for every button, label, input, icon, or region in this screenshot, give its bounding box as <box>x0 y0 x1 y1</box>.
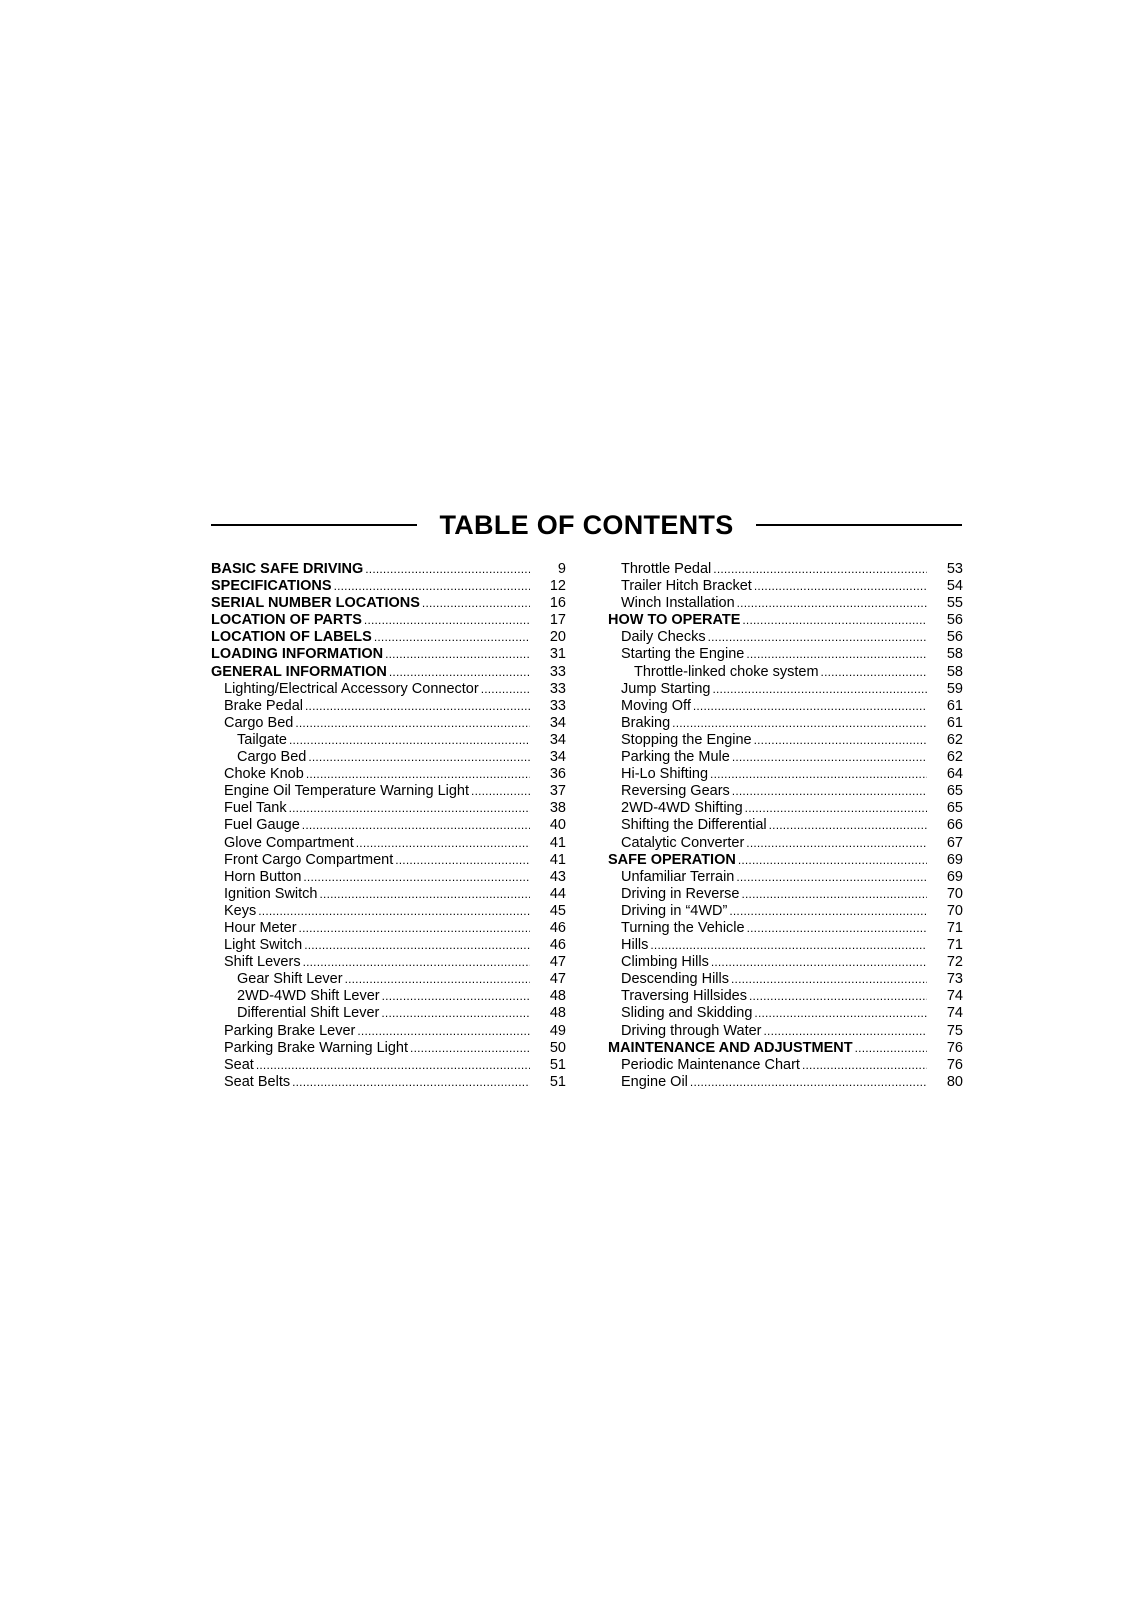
toc-entry-label: Driving through Water <box>621 1022 762 1039</box>
toc-entry[interactable] <box>211 903 566 920</box>
toc-entry[interactable] <box>211 1057 566 1074</box>
toc-entry-page-number: 34 <box>549 749 566 766</box>
toc-entry-label: Moving Off <box>621 697 691 714</box>
dot-leader <box>256 1057 530 1074</box>
toc-entry[interactable] <box>211 886 566 903</box>
dot-leader <box>754 1005 927 1022</box>
toc-entry[interactable] <box>608 954 963 971</box>
toc-entry-page-number: 73 <box>946 971 963 988</box>
toc-entry-label: Turning the Vehicle <box>621 919 745 936</box>
toc-entry-page-number: 16 <box>549 595 566 612</box>
toc-entry-label: SERIAL NUMBER LOCATIONS <box>211 595 420 612</box>
toc-entry-label: Keys <box>224 902 257 919</box>
toc-entry-label: Stopping the Engine <box>621 731 752 748</box>
dot-leader <box>729 903 927 920</box>
toc-entry-label: Starting the Engine <box>621 646 745 663</box>
dot-leader <box>395 852 530 869</box>
toc-entry-label: Sliding and Skidding <box>621 1005 753 1022</box>
dot-leader <box>356 835 530 852</box>
toc-entry-page-number: 20 <box>549 629 566 646</box>
toc-entry-label: Reversing Gears <box>621 783 730 800</box>
toc-entry-page-number: 46 <box>549 919 566 936</box>
toc-entry-label: MAINTENANCE AND ADJUSTMENT <box>608 1039 853 1056</box>
toc-entry-label: SPECIFICATIONS <box>211 578 332 595</box>
toc-entry-label: Unfamiliar Terrain <box>621 868 735 885</box>
dot-leader <box>732 783 927 800</box>
toc-entry-page-number: 69 <box>946 868 963 885</box>
toc-entry[interactable] <box>608 800 963 817</box>
dot-leader <box>382 988 530 1005</box>
toc-entry[interactable] <box>608 937 963 954</box>
toc-entry-page-number: 58 <box>946 663 963 680</box>
toc-entry-label: Choke Knob <box>224 766 304 783</box>
dot-leader <box>754 578 927 595</box>
toc-entry-page-number: 54 <box>946 578 963 595</box>
dot-leader <box>381 1005 530 1022</box>
toc-entry-page-number: 51 <box>549 1056 566 1073</box>
toc-entry[interactable] <box>211 681 566 698</box>
toc-entry-label: Parking Brake Lever <box>224 1022 356 1039</box>
toc-entry-label: BASIC SAFE DRIVING <box>211 561 364 577</box>
toc-entry-label: Fuel Tank <box>224 800 287 817</box>
toc-entry-label: Hills <box>621 937 649 954</box>
toc-entry-page-number: 71 <box>946 937 963 954</box>
dot-leader <box>736 869 927 886</box>
toc-entry-page-number: 61 <box>946 697 963 714</box>
toc-entry-label: Driving in “4WD” <box>621 902 728 919</box>
toc-section-entry[interactable] <box>608 852 963 869</box>
toc-entry[interactable] <box>211 749 566 766</box>
toc-column-right <box>608 561 963 1091</box>
dot-leader <box>855 1040 927 1057</box>
toc-entry-label: Throttle Pedal <box>621 561 712 577</box>
toc-entry-page-number: 47 <box>549 971 566 988</box>
dot-leader <box>741 886 927 903</box>
dot-leader <box>357 1023 530 1040</box>
toc-entry-label: LOCATION OF LABELS <box>211 629 372 646</box>
toc-entry-page-number: 55 <box>946 595 963 612</box>
toc-entry-page-number: 38 <box>549 800 566 817</box>
toc-entry[interactable] <box>608 715 963 732</box>
toc-entry-page-number: 74 <box>946 1005 963 1022</box>
toc-section-entry[interactable] <box>211 561 566 578</box>
toc-entry[interactable] <box>211 783 566 800</box>
toc-entry[interactable] <box>608 835 963 852</box>
toc-entry[interactable] <box>608 664 963 681</box>
dot-leader <box>289 732 530 749</box>
toc-entry-label: Seat <box>224 1056 254 1073</box>
toc-entry-page-number: 65 <box>946 783 963 800</box>
toc-entry-label: Seat Belts <box>224 1073 291 1090</box>
toc-entry-label: Cargo Bed <box>237 749 307 766</box>
dot-leader <box>334 578 530 595</box>
toc-entry-page-number: 12 <box>549 578 566 595</box>
toc-entry[interactable] <box>211 766 566 783</box>
toc-entry-label: Throttle-linked choke system <box>634 663 819 680</box>
toc-entry-page-number: 40 <box>549 817 566 834</box>
dot-leader <box>295 715 530 732</box>
toc-entry-page-number: 66 <box>946 817 963 834</box>
toc-entry-page-number: 65 <box>946 800 963 817</box>
toc-entry-page-number: 74 <box>946 988 963 1005</box>
toc-entry[interactable] <box>608 783 963 800</box>
header-rule-left <box>211 524 417 526</box>
toc-entry[interactable] <box>211 835 566 852</box>
toc-entry-page-number: 33 <box>549 680 566 697</box>
toc-entry-label: Cargo Bed <box>224 714 294 731</box>
toc-entry[interactable] <box>608 903 963 920</box>
dot-leader <box>306 766 530 783</box>
page-title: TABLE OF CONTENTS <box>439 509 734 540</box>
toc-entry-page-number: 69 <box>946 851 963 868</box>
dot-leader <box>365 561 530 578</box>
toc-entry-label: LOCATION OF PARTS <box>211 612 362 629</box>
toc-entry-label: Jump Starting <box>621 680 711 697</box>
dot-leader <box>345 971 530 988</box>
dot-leader <box>481 681 530 698</box>
toc-entry[interactable] <box>608 698 963 715</box>
toc-entry-label: Engine Oil <box>621 1073 688 1090</box>
toc-entry-label: 2WD-4WD Shift Lever <box>237 988 380 1005</box>
dot-leader <box>303 954 530 971</box>
toc-entry-label: Fuel Gauge <box>224 817 300 834</box>
toc-entry[interactable] <box>608 971 963 988</box>
dot-leader <box>742 612 927 629</box>
toc-entry-label: Climbing Hills <box>621 954 709 971</box>
dot-leader <box>410 1040 530 1057</box>
toc-entry-label: Traversing Hillsides <box>621 988 747 1005</box>
toc-entry-label: Driving in Reverse <box>621 885 740 902</box>
toc-entry-page-number: 17 <box>549 612 566 629</box>
toc-entry-page-number: 37 <box>549 783 566 800</box>
toc-entry[interactable] <box>211 1023 566 1040</box>
dot-leader <box>302 817 530 834</box>
toc-entry[interactable] <box>608 646 963 663</box>
toc-entry-page-number: 67 <box>946 834 963 851</box>
toc-entry[interactable] <box>211 817 566 834</box>
toc-entry-page-number: 72 <box>946 954 963 971</box>
toc-entry[interactable] <box>211 954 566 971</box>
toc-entry-page-number: 58 <box>946 646 963 663</box>
toc-entry-page-number: 34 <box>549 714 566 731</box>
toc-entry-page-number: 51 <box>549 1073 566 1090</box>
toc-entry-page-number: 70 <box>946 902 963 919</box>
toc-section-entry[interactable] <box>608 1040 963 1057</box>
toc-entry-page-number: 70 <box>946 885 963 902</box>
toc-entry-label: HOW TO OPERATE <box>608 612 741 629</box>
toc-section-entry[interactable] <box>211 578 566 595</box>
dot-leader <box>305 698 530 715</box>
toc-entry-label: Braking <box>621 714 671 731</box>
toc-entry-page-number: 53 <box>946 561 963 577</box>
toc-entry-page-number: 62 <box>946 731 963 748</box>
toc-entry-label: Engine Oil Temperature Warning Light <box>224 783 470 800</box>
toc-entry-label: Parking Brake Warning Light <box>224 1039 409 1056</box>
toc-entry-label: Differential Shift Lever <box>237 1005 380 1022</box>
toc-entry[interactable] <box>608 561 963 578</box>
dot-leader <box>713 561 927 578</box>
toc-entry[interactable] <box>211 800 566 817</box>
toc-entry[interactable] <box>608 1023 963 1040</box>
toc-entry-page-number: 36 <box>549 766 566 783</box>
header-rule-right <box>756 524 962 526</box>
dot-leader <box>320 886 531 903</box>
toc-entry-page-number: 48 <box>549 988 566 1005</box>
dot-leader <box>471 783 530 800</box>
toc-entry-page-number: 50 <box>549 1039 566 1056</box>
toc-entry[interactable] <box>211 971 566 988</box>
toc-entry-label: Brake Pedal <box>224 697 303 714</box>
dot-leader <box>303 869 530 886</box>
toc-entry[interactable] <box>211 715 566 732</box>
toc-entry-page-number: 76 <box>946 1039 963 1056</box>
toc-entry[interactable] <box>211 869 566 886</box>
toc-entry-label: Front Cargo Compartment <box>224 851 394 868</box>
toc-entry[interactable] <box>608 766 963 783</box>
toc-entry[interactable] <box>608 595 963 612</box>
dot-leader <box>710 766 927 783</box>
toc-entry[interactable] <box>608 817 963 834</box>
toc-entry[interactable] <box>608 578 963 595</box>
toc-entry-page-number: 48 <box>549 1005 566 1022</box>
toc-entry-page-number: 49 <box>549 1022 566 1039</box>
dot-leader <box>389 664 530 681</box>
toc-entry-page-number: 71 <box>946 919 963 936</box>
dot-leader <box>731 971 927 988</box>
toc-entry-page-number: 56 <box>946 629 963 646</box>
dot-leader <box>769 817 927 834</box>
toc-entry-page-number: 61 <box>946 714 963 731</box>
toc-entry-page-number: 44 <box>549 885 566 902</box>
dot-leader <box>690 1074 927 1091</box>
dot-leader <box>385 646 530 663</box>
toc-section-entry[interactable] <box>211 595 566 612</box>
toc-entry-page-number: 9 <box>557 561 566 577</box>
dot-leader <box>672 715 927 732</box>
toc-entry-label: Trailer Hitch Bracket <box>621 578 752 595</box>
dot-leader <box>708 629 927 646</box>
dot-leader <box>749 988 927 1005</box>
toc-entry-page-number: 41 <box>549 834 566 851</box>
dot-leader <box>745 800 927 817</box>
toc-entry-label: Gear Shift Lever <box>237 971 343 988</box>
dot-leader <box>650 937 927 954</box>
toc-entry-page-number: 33 <box>549 663 566 680</box>
toc-entry-page-number: 41 <box>549 851 566 868</box>
toc-entry-label: Parking the Mule <box>621 749 730 766</box>
toc-entry[interactable] <box>211 1074 566 1091</box>
dot-leader <box>304 937 530 954</box>
dot-leader <box>289 800 530 817</box>
toc-entry[interactable] <box>608 988 963 1005</box>
toc-section-entry[interactable] <box>211 629 566 646</box>
toc-entry[interactable] <box>211 988 566 1005</box>
toc-entry[interactable] <box>211 1040 566 1057</box>
toc-entry-label: Periodic Maintenance Chart <box>621 1056 800 1073</box>
toc-entry-label: SAFE OPERATION <box>608 851 736 868</box>
toc-section-entry[interactable] <box>211 612 566 629</box>
dot-leader <box>374 629 530 646</box>
dot-leader <box>299 920 530 937</box>
dot-leader <box>802 1057 927 1074</box>
toc-section-entry[interactable] <box>608 612 963 629</box>
toc-entry-page-number: 75 <box>946 1022 963 1039</box>
toc-entry[interactable] <box>608 749 963 766</box>
dot-leader <box>308 749 530 766</box>
toc-entry[interactable] <box>608 886 963 903</box>
dot-leader <box>737 595 927 612</box>
toc-entry-label: Daily Checks <box>621 629 706 646</box>
toc-entry-label: Shift Levers <box>224 954 301 971</box>
toc-entry-label: GENERAL INFORMATION <box>211 663 387 680</box>
toc-entry-label: Tailgate <box>237 731 287 748</box>
toc-entry[interactable] <box>211 852 566 869</box>
toc-entry[interactable] <box>608 732 963 749</box>
toc-entry-label: Light Switch <box>224 937 303 954</box>
toc-header <box>211 503 962 547</box>
toc-entry-page-number: 76 <box>946 1056 963 1073</box>
toc-entry[interactable] <box>608 1005 963 1022</box>
toc-entry-label: Ignition Switch <box>224 885 318 902</box>
toc-entry-label: Glove Compartment <box>224 834 354 851</box>
toc-entry-label: Descending Hills <box>621 971 729 988</box>
toc-entry-label: Shifting the Differential <box>621 817 767 834</box>
toc-entry-page-number: 47 <box>549 954 566 971</box>
dot-leader <box>422 595 530 612</box>
toc-entry-page-number: 43 <box>549 868 566 885</box>
dot-leader <box>711 954 927 971</box>
toc-entry[interactable] <box>608 1057 963 1074</box>
dot-leader <box>754 732 927 749</box>
toc-entry-label: Catalytic Converter <box>621 834 745 851</box>
toc-entry[interactable] <box>211 937 566 954</box>
dot-leader <box>738 852 927 869</box>
dot-leader <box>732 749 927 766</box>
toc-entry-page-number: 56 <box>946 612 963 629</box>
toc-entry[interactable] <box>211 1005 566 1022</box>
toc-entry-label: LOADING INFORMATION <box>211 646 384 663</box>
toc-entry-page-number: 31 <box>549 646 566 663</box>
toc-entry[interactable] <box>608 681 963 698</box>
toc-entry-page-number: 64 <box>946 766 963 783</box>
toc-entry[interactable] <box>211 732 566 749</box>
dot-leader <box>364 612 530 629</box>
dot-leader <box>693 698 927 715</box>
toc-entry[interactable] <box>608 869 963 886</box>
toc-entry-label: Lighting/Electrical Accessory Connector <box>224 680 479 697</box>
toc-entry-label: Hi-Lo Shifting <box>621 766 709 783</box>
toc-section-entry[interactable] <box>211 646 566 663</box>
toc-column-left <box>211 561 566 1091</box>
dot-leader <box>746 835 927 852</box>
toc-entry-page-number: 46 <box>549 937 566 954</box>
toc-entry[interactable] <box>211 698 566 715</box>
dot-leader <box>746 646 927 663</box>
toc-entry-page-number: 80 <box>946 1073 963 1090</box>
toc-entry-page-number: 45 <box>549 902 566 919</box>
toc-entry[interactable] <box>608 920 963 937</box>
toc-entry-page-number: 34 <box>549 731 566 748</box>
toc-entry-label: Horn Button <box>224 868 302 885</box>
toc-entry-page-number: 59 <box>946 680 963 697</box>
toc-entry-page-number: 62 <box>946 749 963 766</box>
toc-entry[interactable] <box>608 629 963 646</box>
toc-entry-label: 2WD-4WD Shifting <box>621 800 743 817</box>
dot-leader <box>258 903 530 920</box>
dot-leader <box>764 1023 928 1040</box>
dot-leader <box>292 1074 530 1091</box>
toc-entry-page-number: 33 <box>549 697 566 714</box>
toc-entry[interactable] <box>211 920 566 937</box>
dot-leader <box>821 664 927 681</box>
dot-leader <box>747 920 927 937</box>
toc-entry-label: Winch Installation <box>621 595 735 612</box>
toc-entry-label: Hour Meter <box>224 919 297 936</box>
dot-leader <box>712 681 927 698</box>
toc-entry[interactable] <box>608 1074 963 1091</box>
toc-section-entry[interactable] <box>211 664 566 681</box>
